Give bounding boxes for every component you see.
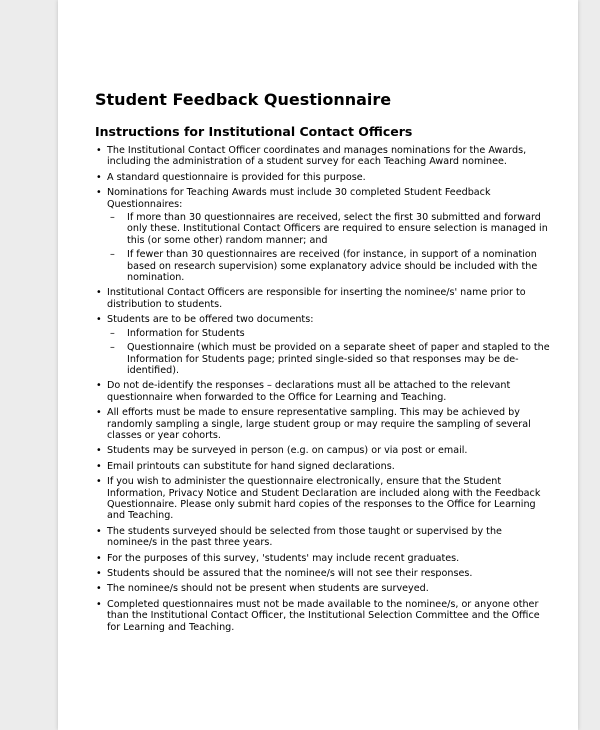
sub-list-item: – If more than 30 questionnaires are received, select the first 30 submitted and forward only these. Institutional Contact Officers are required to ensure selection is managed in this (or some other) random manner; and xyxy=(107,212,550,246)
document-title: Student Feedback Questionnaire xyxy=(95,90,392,109)
sub-list xyxy=(107,212,550,283)
list-item: • Students should be assured that the nominee/s will not see their responses. xyxy=(95,568,550,579)
list-item: • The students surveyed should be selected from those taught or supervised by the nominee/s in the past three years. xyxy=(95,526,550,549)
list-item: • Do not de-identify the responses – declarations must all be attached to the relevant questionnaire when forwarded to the Office for Learning and Teaching. xyxy=(95,380,550,403)
list-item: • For the purposes of this survey, 'students' may include recent graduates. xyxy=(95,553,550,564)
list-item: • Email printouts can substitute for hand signed declarations. xyxy=(95,461,550,472)
list-item: • Students may be surveyed in person (e.g. on campus) or via post or email. xyxy=(95,445,550,456)
sub-list-item: – Information for Students xyxy=(107,328,550,339)
list-item: • Completed questionnaires must not be made available to the nominee/s, or anyone other than the Institutional Contact Officer, the Institutional Selection Committee and the Office for Learning and Teaching. xyxy=(95,599,550,633)
sub-list-item: – If fewer than 30 questionnaires are received (for instance, in support of a nomination based on research supervision) some explanatory advice should be included with the nomination. xyxy=(107,249,550,283)
list-item xyxy=(95,187,550,283)
document-page xyxy=(58,0,578,730)
sub-list-item: – Questionnaire (which must be provided on a separate sheet of paper and stapled to the Information for Students page; printed single-sided so that responses may be de-identified). xyxy=(107,342,550,376)
list-item: • All efforts must be made to ensure representative sampling. This may be achieved by randomly sampling a single, large student group or may require the sampling of several classes or year cohorts. xyxy=(95,407,550,441)
list-item: • A standard questionnaire is provided for this purpose. xyxy=(95,172,550,183)
document-content xyxy=(95,90,550,637)
list-item: • The nominee/s should not be present when students are surveyed. xyxy=(95,583,550,594)
list-item: • The Institutional Contact Officer coordinates and manages nominations for the Awards, including the administration of a student survey for each Teaching Award nominee. xyxy=(95,145,550,168)
list-item: • Institutional Contact Officers are responsible for inserting the nominee/s' name prior to distribution to students. xyxy=(95,287,550,310)
list-item-text: Students are to be offered two documents: xyxy=(107,314,314,326)
sub-list xyxy=(107,328,550,377)
instruction-list xyxy=(95,145,550,633)
section-heading: Instructions for Institutional Contact Officers xyxy=(95,124,413,139)
list-item-text: Nominations for Teaching Awards must include 30 completed Student Feedback Questionnaires: xyxy=(107,187,491,210)
list-item: • If you wish to administer the questionnaire electronically, ensure that the Student Information, Privacy Notice and Student Declaration are included along with the Feedback Questionnaire. Please only submit hard copies of the responses to the Office for Learning and Teaching. xyxy=(95,476,550,522)
list-item xyxy=(95,314,550,376)
